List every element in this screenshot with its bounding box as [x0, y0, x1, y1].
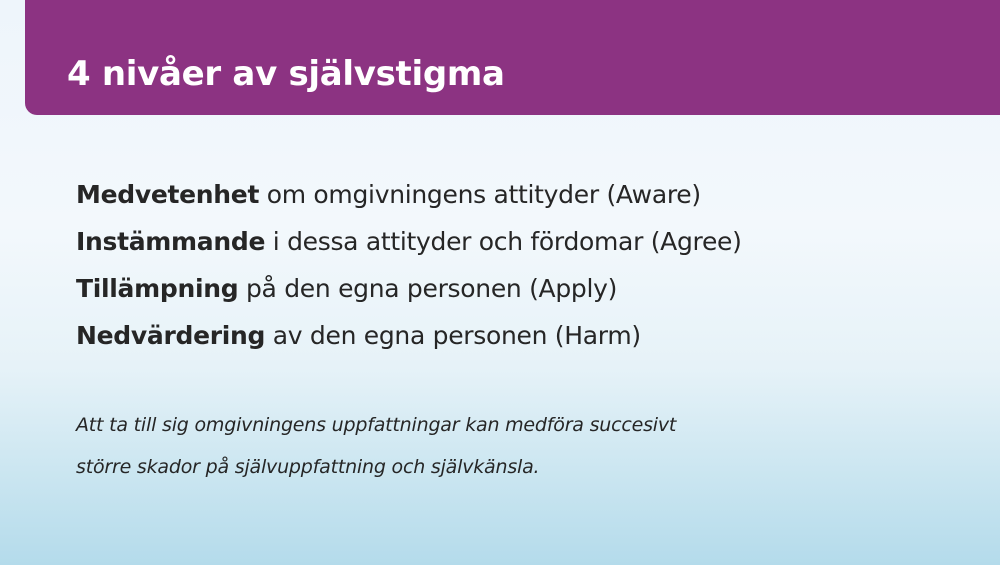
- summary-note: [76, 404, 956, 488]
- term-apply: Tillämpning: [76, 274, 239, 303]
- title-bar: [25, 0, 1000, 115]
- description-harm: av den egna personen (Harm): [265, 321, 641, 350]
- term-harm: Nedvärdering: [76, 321, 266, 350]
- list-item-harm: [76, 315, 742, 362]
- list-item-apply: [76, 268, 742, 315]
- summary-note-line-1: Att ta till sig omgivningens uppfattningar kan medföra succesivt: [76, 414, 677, 436]
- term-agree: Instämmande: [76, 227, 266, 256]
- term-aware: Medvetenhet: [76, 180, 260, 209]
- stigma-levels-list: [76, 174, 742, 362]
- description-aware: om omgivningens attityder (Aware): [259, 180, 701, 209]
- list-item-agree: [76, 221, 742, 268]
- description-apply: på den egna personen (Apply): [238, 274, 618, 303]
- description-agree: i dessa attityder och fördomar (Agree): [265, 227, 742, 256]
- list-item-aware: [76, 174, 742, 221]
- summary-note-line-2: större skador på självuppfattning och självkänsla.: [76, 456, 540, 478]
- slide-title: 4 nivåer av självstigma: [67, 54, 505, 94]
